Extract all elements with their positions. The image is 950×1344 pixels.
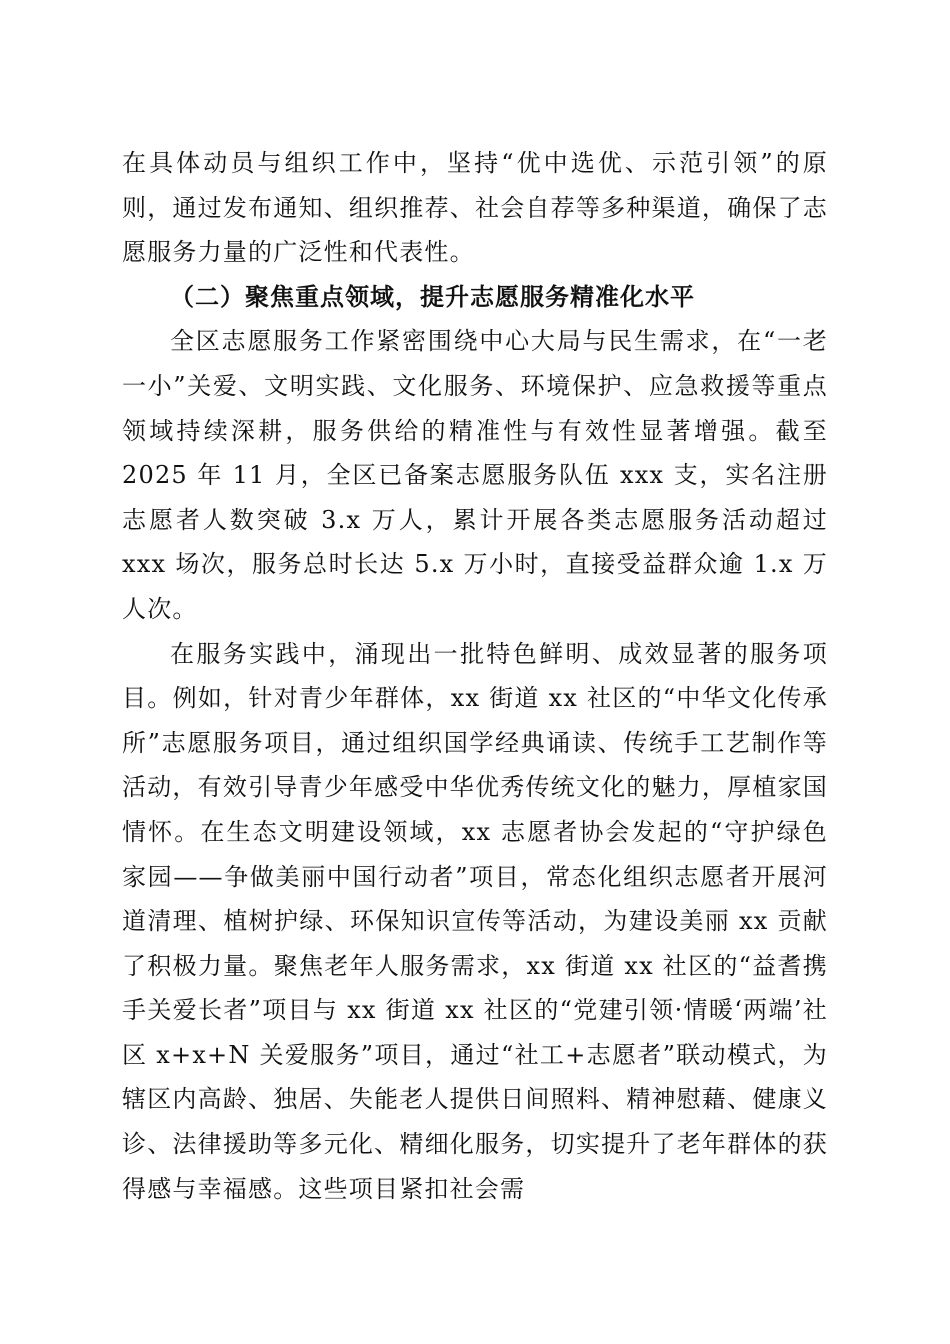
paragraph-statistics: 全区志愿服务工作紧密围绕中心大局与民生需求，在“一老一小”关爱、文明实践、文化服务、环境保护、应急救援等重点领域持续深耕，服务供给的精准性与有效性显著增强。截至 2025 年 11 月，全区已备案志愿服务队伍 xxx 支，实名注册志愿者人数突破 3.x 万人，累计开展各类志愿服务活动超过 xxx 场次，服务总时长达 5.x 万小时，直接受益群众逾 1.x 万人次。	[122, 327, 828, 623]
section-heading: （二）聚焦重点领域，提升志愿服务精准化水平	[170, 281, 695, 311]
document-body	[122, 141, 828, 1211]
paragraph-mobilization: 在具体动员与组织工作中，坚持“优中选优、示范引领”的原则，通过发布通知、组织推荐、社会自荐等多种渠道，确保了志愿服务力量的广泛性和代表性。	[122, 149, 828, 267]
paragraph-projects: 在服务实践中，涌现出一批特色鲜明、成效显著的服务项目。例如，针对青少年群体，xx 街道 xx 社区的“中华文化传承所”志愿服务项目，通过组织国学经典诵读、传统手工艺制作等活动，有效引导青少年感受中华优秀传统文化的魅力，厚植家国情怀。在生态文明建设领域，xx 志愿者协会发起的“守护绿色家园——争做美丽中国行动者”项目，常态化组织志愿者开展河道清理、植树护绿、环保知识宣传等活动，为建设美丽 xx 贡献了积极力量。聚焦老年人服务需求，xx 街道 xx 社区的“益耆携手关爱长者”项目与 xx 街道 xx 社区的“党建引领·情暖‘两端’社区 x+x+N 关爱服务”项目，通过“社工+志愿者”联动模式，为辖区内高龄、独居、失能老人提供日间照料、精神慰藉、健康义诊、法律援助等多元化、精细化服务，切实提升了老年群体的获得感与幸福感。这些项目紧扣社会需	[122, 639, 828, 1203]
